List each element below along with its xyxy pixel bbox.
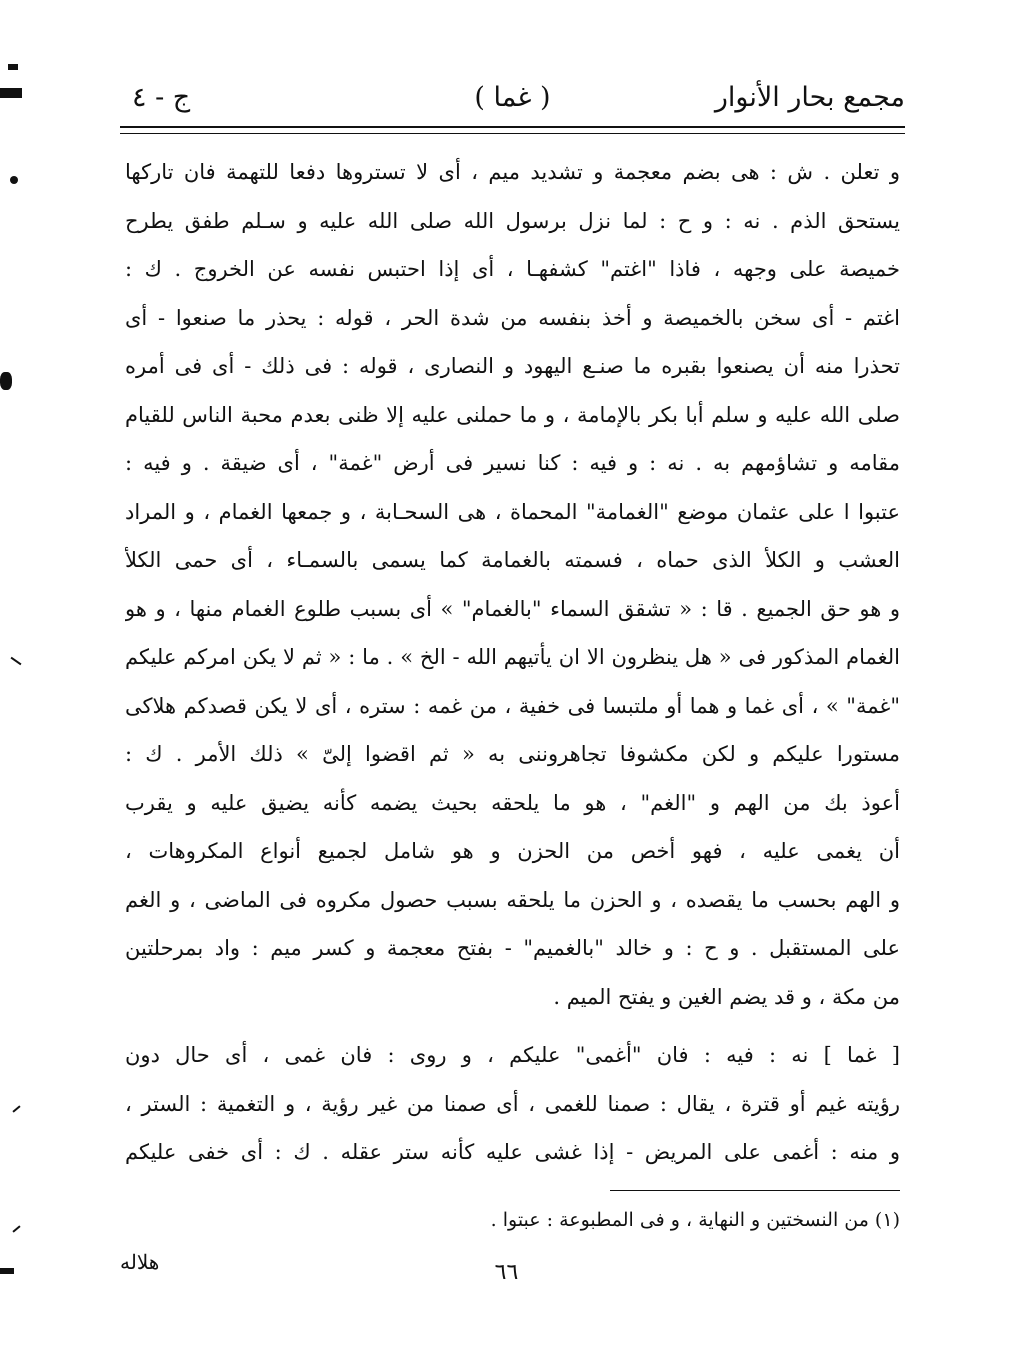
text-line: العشب و الكلأ الذى حماه ، فسمته بالغمامة كما يسمى بالسمـاء ، أى حمى الكلأ xyxy=(125,548,900,572)
text-line: مقامه و تشاؤمهم به . نه : و فيه : كنا نسير فى أرض "غمة" ، أى ضيقة . و فيه : xyxy=(125,451,900,475)
text-line: الغمام المذكور فى « هل ينظرون الا ان يأتيهم الله - الخ » . ما : « ثم لا يكن امركم عليكم xyxy=(125,645,900,669)
margin-mark xyxy=(12,1225,20,1232)
header-rule-thin xyxy=(120,133,905,134)
header-rule xyxy=(120,126,905,128)
margin-mark xyxy=(11,657,22,666)
text-line: أعوذ بك من الهم و "الغم" ، هو ما يلحقه بحيث يضمه كأنه يضيق عليه و يقرب xyxy=(125,790,900,815)
text-line: "غمة" » ، أى غما و هما أو ملتبسا فى خفية ، من غمه : ستره ، أى لا يكن قصدكم هلاكى xyxy=(125,693,900,718)
text-line: تحذرا منه أن يصنعوا بقبره ما صنـع اليهود و النصارى ، قوله : فى ذلك - أى فى أمره xyxy=(125,354,900,378)
text-line: صلى الله عليه و سلم أبا بكر بالإمامة ، و ما حملنى عليه إلا ظنى بعدم محبة الناس للقيام xyxy=(125,402,900,427)
text-line: رؤيته غيم أو قترة ، يقال : صمنا للغمى ، أى صمنا من غير رؤية ، و التغمية : الستر ، xyxy=(125,1091,900,1116)
text-line: مستورا عليكم و لكن مكشوفا تجاهروننى به « ثم اقضوا إلىّ » ذلك الأمر . ك : xyxy=(125,742,900,766)
margin-mark xyxy=(12,1105,20,1112)
text-line: و منه : أغمى على المريض - إذا غشى عليه كأنه ستر عقله . ك : أى خفى عليكم xyxy=(125,1140,900,1164)
margin-mark xyxy=(0,88,22,98)
running-header xyxy=(120,78,905,118)
entry-heading: ( غما ) xyxy=(474,82,551,113)
text-line: يستحق الذم . نه : و ح : لما نزل برسول الله صلى الله عليه و سـلم طفق يطرح xyxy=(125,208,900,233)
text-line: من مكة ، و قد يضم الغين و يفتح الميم . xyxy=(553,984,900,1009)
margin-mark xyxy=(0,372,12,390)
main-text xyxy=(125,148,900,1177)
text-line: و الهم بحسب ما يقصده ، و الحزن ما يلحقه بسبب حصول مكروه فى الماضى ، و الغم xyxy=(125,887,900,912)
text-line: عتبوا ا على عثمان موضع "الغمامة" المحماة ، هى السحـابة ، و جمعها الغمام ، و المراد xyxy=(125,499,900,524)
margin-mark xyxy=(10,176,18,184)
volume-label: ج - ٤ xyxy=(132,82,191,113)
text-line: و تعلن . ش : هى بضم معجمة و تشديد ميم ، أى لا تستروها دفعا للتهمة فان تاركها xyxy=(125,160,900,184)
margin-mark xyxy=(8,64,18,70)
catchword: هلاله xyxy=(120,1250,160,1274)
text-line: أن يغمى عليه ، فهو أخص من الحزن و هو شامل لجميع أنواع المكروهات ، xyxy=(125,839,900,863)
text-line: على المستقبل . و ح : و خالد "بالغميم" - بفتح معجمة و كسر ميم : واد بمرحلتين xyxy=(125,936,900,960)
text-line: [ غما ] نه : فيه : فان "أغمى" عليكم ، و روى : فان غمى ، أى حال دون xyxy=(125,1043,900,1067)
footnote: (١) من النسختين و النهاية ، و فى المطبوعة : عبتوا . xyxy=(490,1209,900,1231)
text-line: و هو حق الجميع . قا : « تشقق السماء "بالغمام" » أى بسبب طلوع الغمام منها ، و هو xyxy=(125,596,900,621)
page-number: ٦٦ xyxy=(494,1260,519,1285)
footnote-rule xyxy=(610,1190,900,1191)
text-line: اغتم - أى سخن بالخميصة و أخذ بنفسه من شدة الحر ، قوله : يحذر ما صنعوا - أى xyxy=(125,305,900,330)
book-title: مجمع بحار الأنوار xyxy=(714,82,905,113)
text-line: خميصة على وجهه ، فاذا "اغتم" كشفهـا ، أى إذا احتبس نفسه عن الخروج . ك : xyxy=(125,257,900,281)
